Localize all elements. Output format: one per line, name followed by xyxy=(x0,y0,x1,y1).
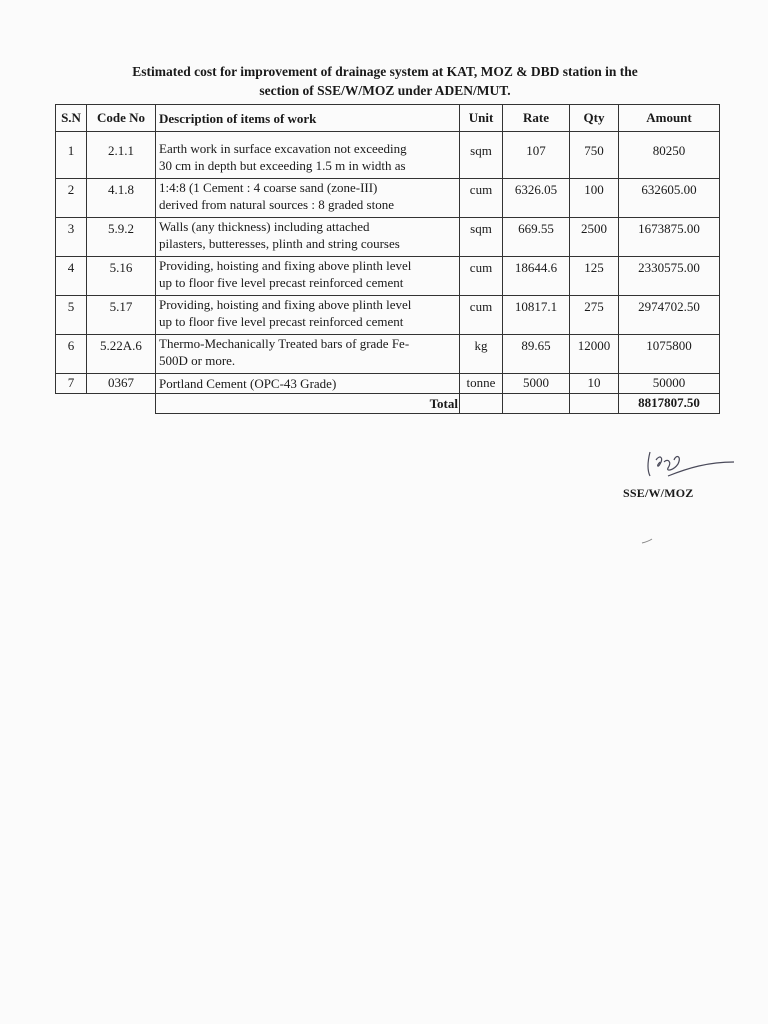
cell-sn: 2 xyxy=(56,179,87,218)
description-line: 30 cm in depth but exceeding 1.5 m in width as xyxy=(159,158,406,173)
description-line: Walls (any thickness) including attached xyxy=(159,219,370,234)
description-line: Thermo-Mechanically Treated bars of grade Fe- xyxy=(159,336,410,351)
spacer-cell xyxy=(87,132,156,141)
cell-amount: 50000 xyxy=(619,374,720,394)
description-line: Portland Cement (OPC-43 Grade) xyxy=(159,376,337,391)
description-line: Providing, hoisting and fixing above plinth level xyxy=(159,297,412,312)
cell-rate: 6326.05 xyxy=(503,179,570,218)
cell-amount: 632605.00 xyxy=(619,179,720,218)
cell-description xyxy=(156,296,460,335)
description-line: Earth work in surface excavation not exceeding xyxy=(159,141,407,156)
cell-qty: 100 xyxy=(570,179,619,218)
signature-label: SSE/W/MOZ xyxy=(623,486,694,500)
cell-description xyxy=(156,140,460,179)
cell-qty: 125 xyxy=(570,257,619,296)
cell-description xyxy=(156,335,460,374)
cell-unit: cum xyxy=(460,296,503,335)
stray-mark xyxy=(640,536,656,546)
spacer-cell xyxy=(503,132,570,141)
title-line-1: Estimated cost for improvement of drainage system at KAT, MOZ & DBD station in the xyxy=(132,64,638,79)
cell-code: 0367 xyxy=(87,374,156,394)
title-line-2: section of SSE/W/MOZ under ADEN/MUT. xyxy=(259,83,511,98)
cell-code: 5.9.2 xyxy=(87,218,156,257)
header-unit: Unit xyxy=(460,105,503,132)
document-title xyxy=(60,62,710,100)
spacer-cell xyxy=(570,132,619,141)
cell-code: 5.17 xyxy=(87,296,156,335)
cell-rate: 89.65 xyxy=(503,335,570,374)
spacer-cell xyxy=(156,132,460,141)
table-row xyxy=(56,179,720,218)
cell-description xyxy=(156,218,460,257)
cell-qty: 2500 xyxy=(570,218,619,257)
cell-unit: kg xyxy=(460,335,503,374)
empty-cell xyxy=(460,394,503,414)
cell-qty: 750 xyxy=(570,140,619,179)
cell-sn: 6 xyxy=(56,335,87,374)
description-line: pilasters, butteresses, plinth and string courses xyxy=(159,236,400,251)
cell-sn: 4 xyxy=(56,257,87,296)
empty-cell xyxy=(503,394,570,414)
cell-unit: cum xyxy=(460,257,503,296)
total-label: Total xyxy=(156,394,460,414)
cell-rate: 5000 xyxy=(503,374,570,394)
cell-amount: 1673875.00 xyxy=(619,218,720,257)
cell-rate: 107 xyxy=(503,140,570,179)
cell-rate: 669.55 xyxy=(503,218,570,257)
header-code: Code No xyxy=(87,105,156,132)
table-row xyxy=(56,140,720,179)
header-rate: Rate xyxy=(503,105,570,132)
description-line: derived from natural sources : 8 graded stone xyxy=(159,197,395,212)
description-line: up to floor five level precast reinforced cement xyxy=(159,314,404,329)
cell-sn: 5 xyxy=(56,296,87,335)
table-row xyxy=(56,218,720,257)
cell-description xyxy=(156,374,460,394)
header-description: Description of items of work xyxy=(156,105,460,132)
header-qty: Qty xyxy=(570,105,619,132)
cell-qty: 10 xyxy=(570,374,619,394)
empty-cell xyxy=(570,394,619,414)
description-line: Providing, hoisting and fixing above plinth level xyxy=(159,258,412,273)
cell-sn: 1 xyxy=(56,140,87,179)
cell-rate: 18644.6 xyxy=(503,257,570,296)
cell-code: 5.22A.6 xyxy=(87,335,156,374)
cell-code: 5.16 xyxy=(87,257,156,296)
spacer-cell xyxy=(619,132,720,141)
cell-sn: 7 xyxy=(56,374,87,394)
cell-amount: 2974702.50 xyxy=(619,296,720,335)
table-row xyxy=(56,374,720,394)
cell-sn: 3 xyxy=(56,218,87,257)
cell-amount: 80250 xyxy=(619,140,720,179)
table-row xyxy=(56,296,720,335)
cell-rate: 10817.1 xyxy=(503,296,570,335)
description-line: 500D or more. xyxy=(159,353,236,368)
cell-qty: 275 xyxy=(570,296,619,335)
cell-description xyxy=(156,179,460,218)
total-amount: 8817807.50 xyxy=(619,394,720,414)
cell-description xyxy=(156,257,460,296)
spacer-cell xyxy=(460,132,503,141)
header-sn: S.N xyxy=(56,105,87,132)
cell-unit: sqm xyxy=(460,218,503,257)
spacer-row xyxy=(56,132,720,141)
empty-cell xyxy=(56,394,87,414)
header-row xyxy=(56,105,720,132)
cell-amount: 1075800 xyxy=(619,335,720,374)
table-row xyxy=(56,335,720,374)
empty-cell xyxy=(87,394,156,414)
signature-mark xyxy=(638,446,738,486)
cell-unit: cum xyxy=(460,179,503,218)
header-amount: Amount xyxy=(619,105,720,132)
cell-unit: sqm xyxy=(460,140,503,179)
total-row xyxy=(56,394,720,414)
estimate-table xyxy=(55,104,720,414)
cell-code: 4.1.8 xyxy=(87,179,156,218)
description-line: 1:4:8 (1 Cement : 4 coarse sand (zone-III) xyxy=(159,180,378,195)
spacer-cell xyxy=(56,132,87,141)
cell-amount: 2330575.00 xyxy=(619,257,720,296)
cell-qty: 12000 xyxy=(570,335,619,374)
table-row xyxy=(56,257,720,296)
description-line: up to floor five level precast reinforced cement xyxy=(159,275,404,290)
cell-code: 2.1.1 xyxy=(87,140,156,179)
cell-unit: tonne xyxy=(460,374,503,394)
